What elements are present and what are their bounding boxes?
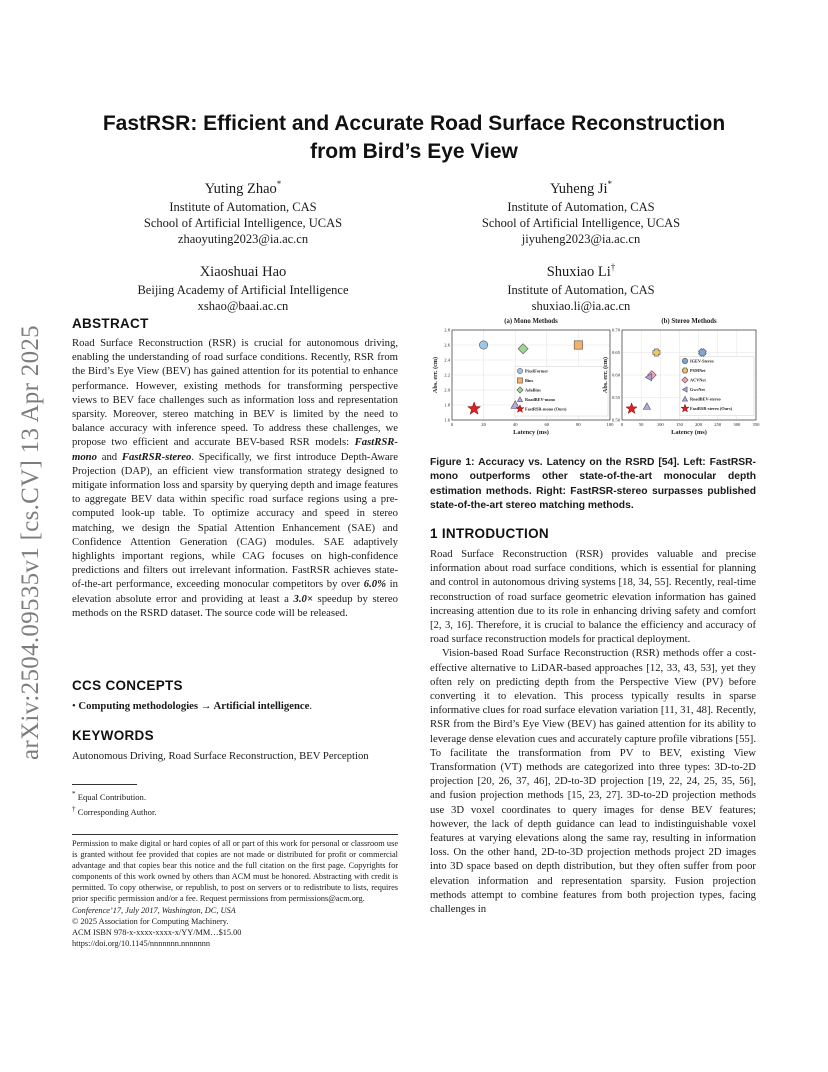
author-mark: * <box>607 179 613 189</box>
chart-legend-label: RoadBEV-mono <box>525 397 556 402</box>
author-mark: * <box>276 179 282 189</box>
footnote-text: Equal Contribution. <box>77 791 147 802</box>
permission-block <box>72 838 398 949</box>
title-line-1: FastRSR: Efficient and Accurate Road Surface Reconstruction <box>102 112 726 135</box>
chart-x-tick-label: 80 <box>576 422 581 427</box>
chart-legend-label: GwcNet <box>690 387 705 392</box>
chart-x-tick-label: 0 <box>620 422 624 427</box>
author-block-2 <box>446 174 716 247</box>
ccs-heading: CCS CONCEPTS <box>72 678 183 693</box>
conference-info: Conference’17, July 2017, Washington, DC, USA <box>72 905 236 915</box>
chart-x-tick-label: 40 <box>512 422 518 427</box>
introduction-section <box>430 526 756 916</box>
abstract-part: in elevation absolute error and providing at least a <box>72 578 398 605</box>
chart-point-fastrsr-mono-ours- <box>468 402 481 414</box>
author-email: zhaoyuting2023@ia.ac.cn <box>177 231 309 246</box>
author-email: xshao@baai.ac.cn <box>197 298 289 313</box>
chart-legend-label: AdaBins <box>525 387 541 393</box>
figure-caption-block <box>430 456 756 514</box>
chart-legend-label: FastRSR-stereo (Ours) <box>690 406 733 411</box>
author-affiliation: School of Artificial Intelligence, UCAS <box>143 215 343 230</box>
ccs-end: . <box>309 700 313 712</box>
chart-x-axis-label: Latency (ms) <box>513 429 549 436</box>
chart-y-tick-label: 1.8 <box>444 402 450 408</box>
author-name: Shuxiao Li <box>546 263 611 280</box>
chart-x-tick-label: 300 <box>733 422 741 427</box>
title-line-2: from Bird’s Eye View <box>310 140 518 163</box>
chart-point-psmnet <box>653 349 660 356</box>
intro-paragraph-1: Road Surface Reconstruction (RSR) provides valuable and precise information about road surface conditions, which is essential for planning and control in autonomous driving systems [18, 34, 55]. Recently, real-time reconstruction of road surface geometric elevation information has gained increasing attention due to its role in enhancing driving safety and comfort [2, 3, 16]. Therefore, it is crucial to balance the efficiency and accuracy of road surface reconstruction models for practical deployment. <box>430 548 756 646</box>
abstract-part: and <box>96 450 122 463</box>
author-mark: † <box>610 262 616 272</box>
arxiv-identifier-stamp: arXiv:2504.09535v1 [cs.CV] 13 Apr 2025 <box>17 325 44 760</box>
chart-y-tick-label: 2.4 <box>444 357 450 363</box>
chart-y-axis-label: Abs. err. (cm) <box>432 356 439 394</box>
keywords-heading: KEYWORDS <box>72 728 154 743</box>
chart-y-tick-label: 0.50 <box>611 417 620 423</box>
introduction-heading: 1 INTRODUCTION <box>430 526 549 541</box>
chart-y-tick-label: 1.6 <box>444 417 450 423</box>
author-email: jiyuheng2023@ia.ac.cn <box>521 231 641 246</box>
chart-x-tick-label: 50 <box>638 422 644 427</box>
chart-legend-label: ACVNet <box>690 377 706 383</box>
abstract-heading: ABSTRACT <box>72 316 149 331</box>
abstract-part: . Specifically, we first introduce Depth-Aware Projection (DAP), an efficient view transformation strategy designed to mitigate information loss and sparsity by querying depth and image features to aggregate BEV data within specific road surface regions using a pre-computed look-up table. To optimize accuracy and speed in stereo matching, we design the Spatial Attention Enhancement (SAE) and Confidence Attention Generation (CAG) modules. SAE adaptively highlights important regions, while CAG focuses on high-confidence predictions and filters out irrelevant information. FastRSR achieves state-of-the-art performance, exceeding monocular competitors by over <box>72 450 398 591</box>
ccs-concepts-section <box>72 678 398 713</box>
legend-marker <box>517 378 522 383</box>
chart-y-tick-label: 0.55 <box>611 395 620 401</box>
abstract-part: Road Surface Reconstruction (RSR) is crucial for autonomous driving, enabling the understanding of road surface conditions. Recently, RSR from the Bird’s Eye View (BEV) has gained attention for its potential to enhance performance. However, existing methods for transforming perspective views to BEV face challenges such as information loss and representation sparsity. Moreover, stereo matching in BEV is limited by the need to balance accuracy with inference speed. To address these challenges, we propose two efficient and accurate BEV-based RSR models: <box>72 337 398 449</box>
model-name-stereo: FastRSR-stereo <box>121 450 192 463</box>
author-affiliation: School of Artificial Intelligence, UCAS <box>481 215 681 230</box>
chart-point-fastrsr-stereo-ours- <box>626 403 637 413</box>
chart-legend-label: RoadBEV-stereo <box>690 396 721 402</box>
chart-legend-label: Bins <box>525 378 534 383</box>
chart-y-tick-label: 2.0 <box>444 387 450 393</box>
keywords-text: Autonomous Driving, Road Surface Reconstruction, BEV Perception <box>72 750 369 762</box>
chart-x-tick-label: 0 <box>450 422 454 427</box>
chart-y-axis-label: Abs. err. (cm) <box>602 356 609 394</box>
chart-x-axis-label: Latency (ms) <box>671 429 707 436</box>
ccs-item <box>72 699 398 713</box>
chart-x-tick-label: 60 <box>544 422 550 427</box>
chart-legend-label: FastRSR-mono (Ours) <box>525 406 567 412</box>
chart-x-tick-label: 200 <box>695 422 703 427</box>
keywords-section <box>72 728 398 763</box>
chart-title: (a) Mono Methods <box>504 318 558 325</box>
chart-point-pixelformer <box>479 341 487 349</box>
footnote <box>72 788 398 803</box>
author-affiliation: Institute of Automation, CAS <box>507 282 655 297</box>
chart-title: (b) Stereo Methods <box>661 318 717 325</box>
footnotes <box>72 788 398 818</box>
author-name: Xiaoshuai Hao <box>199 263 287 280</box>
chart-x-tick-label: 20 <box>481 422 486 427</box>
improvement-value: 6.0% <box>363 578 387 591</box>
author-email: shuxiao.li@ia.ac.cn <box>531 298 631 313</box>
abstract-part: speedup by stereo methods on the RSRD dataset. The source code will be released. <box>72 592 398 619</box>
chart-y-tick-label: 2.6 <box>444 342 450 348</box>
figure-caption: Figure 1: Accuracy vs. Latency on the RSRD [54]. Left: FastRSR-mono outperforms other state-of-the-art monocular depth estimation methods. Right: FastRSR-stereo surpasses published state-of-the-art stereo matching methods. <box>430 457 756 512</box>
legend-marker <box>517 368 522 373</box>
chart-x-tick-label: 100 <box>606 422 614 427</box>
copyright-line: © 2025 Association for Computing Machinery. <box>72 916 229 926</box>
chart-x-tick-label: 150 <box>675 422 683 427</box>
author-block-3 <box>108 257 378 314</box>
author-name: Yuting Zhao <box>204 180 277 197</box>
chart-y-tick-label: 2.8 <box>444 327 450 333</box>
footnote-mark: † <box>72 804 76 813</box>
chart-x-tick-label: 250 <box>714 422 722 427</box>
footnote-text: Corresponding Author. <box>77 806 157 817</box>
chart-x-tick-label: 100 <box>656 422 664 427</box>
chart-y-tick-label: 0.65 <box>611 350 620 356</box>
chart-y-tick-label: 0.60 <box>611 372 620 378</box>
author-block-4 <box>446 257 716 314</box>
chart-y-tick-label: 0.70 <box>611 327 620 333</box>
abstract-section <box>72 316 398 620</box>
chart-point-bins <box>574 341 582 349</box>
chart-legend-label: IGEV-Stereo <box>690 358 714 364</box>
speedup-value: 3.0× <box>293 592 313 605</box>
model-name-mono: FastRSR-mono <box>72 436 398 463</box>
intro-paragraph-2: Vision-based Road Surface Reconstruction (RSR) methods offer a cost-effective alternative to LiDAR-based approaches [12, 33, 43, 53], yet they often rely on predicting depth from the Perspective View (PV) before converting it to elevation. This process typically results in sparse informative clues for road surface elevation variation [11, 31, 48]. Recently, RSR from the Bird’s Eye View (BEV) has gained attention for its ability to leverage dense elevation cues and accurately capture profile vibrations [55]. To facilitate the transformation from PV to BEV, existing View Transformation (VT) methods are categorized into three types: 3D-to-2D projection [20, 26, 37, 46], 2D-to-3D projection [19, 22, 24, 25, 35, 56], and fusion projection methods [15, 23, 27]. 3D-to-2D projection methods use 3D voxel coordinates to query images for dense BEV features; however, the lack of depth guidance can lead to indistinguishable voxel features at varying elevations along the same ray, resulting in information loss. On the other hand, 2D-to-3D projection methods project 2D images into 3D space based on depth distribution, but they often suffer from poor elevation information and representation sparsity. Fusion projection methods attempt to combine features from both projection types, facing challenges in <box>430 647 756 916</box>
ccs-concept-text: Computing methodologies → Artificial intelligence <box>78 700 310 712</box>
footnote <box>72 803 398 818</box>
author-block-1 <box>108 174 378 247</box>
figure-1-charts <box>428 312 758 440</box>
author-affiliation: Institute of Automation, CAS <box>507 199 655 214</box>
author-affiliation: Beijing Academy of Artificial Intelligence <box>137 282 349 297</box>
chart-point-roadbev-stereo <box>643 403 650 409</box>
paper-title <box>70 110 758 166</box>
author-name: Yuheng Ji <box>549 180 608 197</box>
chart-legend-label: PSMNet <box>690 368 706 373</box>
isbn-line: ACM ISBN 978-x-xxxx-xxxx-x/YY/MM…$15.00 <box>72 927 242 937</box>
abstract-text <box>72 336 398 620</box>
bullet-icon: • <box>72 700 76 712</box>
chart-legend-label: PixelFormer <box>525 368 549 374</box>
permission-text: Permission to make digital or hard copies of all or part of this work for personal or classroom use is granted without fee provided that copies are not made or distributed for profit or commercial advantage and that copies bear this notice and the full citation on the first page. Copyrights for components of this work owned by others than ACM must be honored. Abstracting with credit is permitted. To copy otherwise, or republish, to post on servers or to redistribute to lists, requires prior specific permission and/or a fee. Request permissions from permissions@acm.org. <box>72 839 398 904</box>
permission-rule <box>72 834 398 835</box>
chart-y-tick-label: 2.2 <box>444 372 450 378</box>
doi-link[interactable]: https://doi.org/10.1145/nnnnnnn.nnnnnnn <box>72 938 211 948</box>
author-affiliation: Institute of Automation, CAS <box>169 199 317 214</box>
footnote-mark: * <box>72 790 76 798</box>
chart-x-tick-label: 350 <box>752 422 760 427</box>
footnote-rule <box>72 784 137 785</box>
